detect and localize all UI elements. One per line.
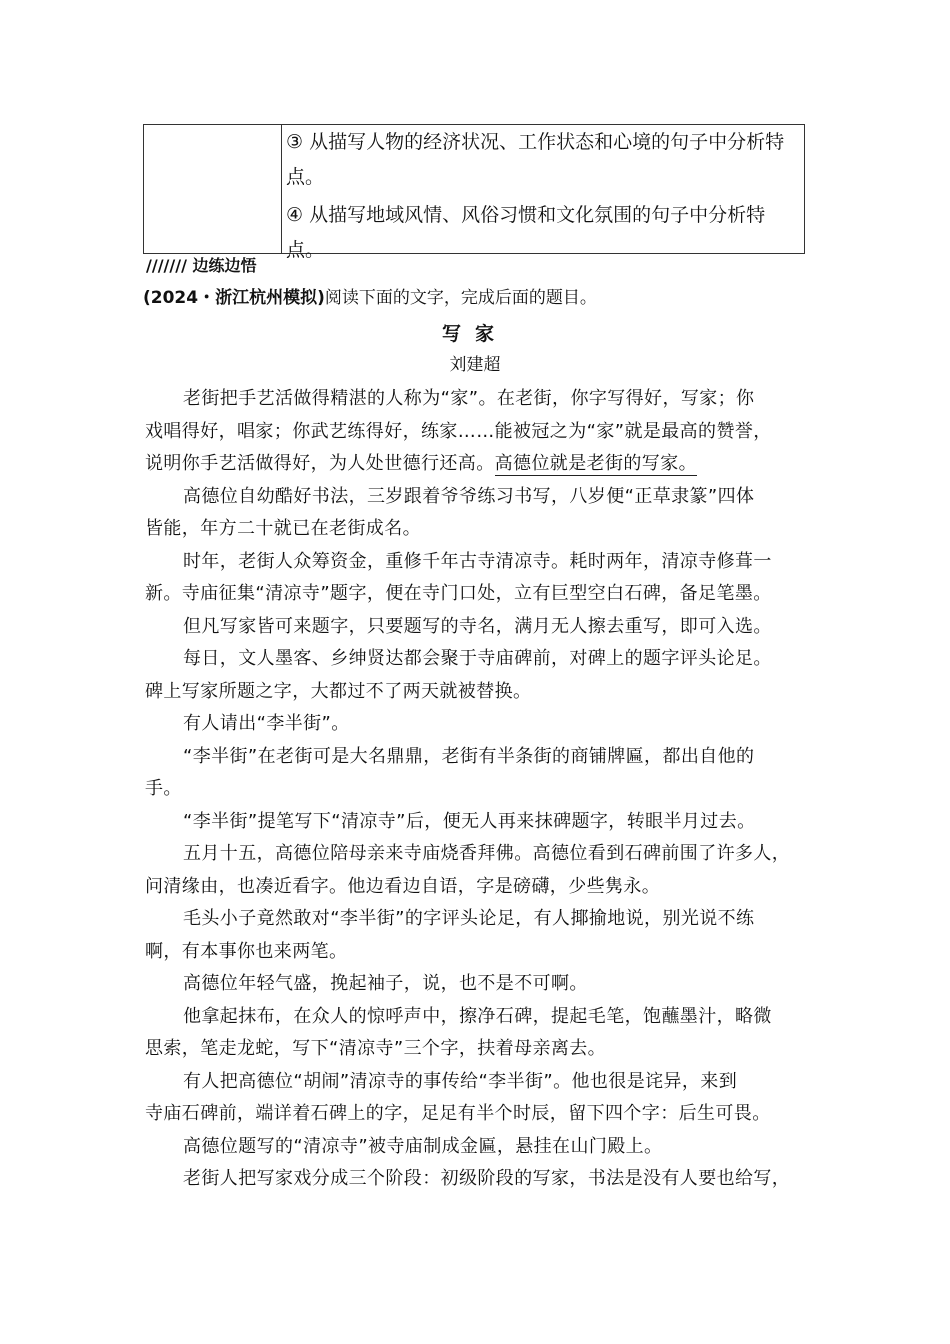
text-line: 但凡写家皆可来题字，只要题写的寺名，满月无人擦去重写，即可入选。 xyxy=(183,615,772,637)
source-instruction: 阅读下面的文字，完成后面的题目。 xyxy=(324,288,597,308)
text-line: 皆能，年方二十就已在老街成名。 xyxy=(145,518,421,539)
table-left-cell xyxy=(144,125,282,253)
text-line: “李半街”提笔写下“清凉寺”后，便无人再来抹碑题字，转眼半月过去。 xyxy=(183,810,756,832)
text-line: 啊，有本事你也来两笔。 xyxy=(145,940,348,962)
article-title: 写家 xyxy=(441,323,508,345)
source-label: (2024・浙江杭州模拟) xyxy=(143,288,325,308)
text-line: 新。寺庙征集“清凉寺”题字，便在寺门口处，立有巨型空白石碑，备足笔墨。 xyxy=(145,583,772,604)
text-line xyxy=(145,448,815,481)
text-line: 高德位题写的“清凉寺”被寺庙制成金匾，悬挂在山门殿上。 xyxy=(183,1135,663,1157)
article-body xyxy=(145,383,815,1196)
text-line: 他拿起抹布，在众人的惊呼声中，擦净石碑，提起毛笔，饱蘸墨汁，略微 xyxy=(183,1005,772,1027)
text-line: “李半街”在老街可是大名鼎鼎，老街有半条街的商铺牌匾，都出自他的 xyxy=(183,745,755,767)
text-line: 高德位自幼酷好书法，三岁跟着爷爷练习书写，八岁便“正草隶篆”四体 xyxy=(183,485,755,507)
text-line: 时年，老街人众筹资金，重修千年古寺清凉寺。耗时两年，清凉寺修葺一 xyxy=(183,550,772,572)
text-line: 碑上写家所题之字，大都过不了两天就被替换。 xyxy=(145,680,532,702)
text-line: 思索，笔走龙蛇，写下“清凉寺”三个字，扶着母亲离去。 xyxy=(145,1038,607,1059)
text-line: 每日，文人墨客、乡绅贤达都会聚于寺庙碑前，对碑上的题字评头论足。 xyxy=(183,648,772,669)
method-table xyxy=(143,124,805,261)
table-right-cell xyxy=(282,125,804,261)
table-line: ③ 从描写人物的经济状况、工作状态和心境的句子中分析特 xyxy=(286,131,785,153)
text-line: 有人把高德位“胡闹”清凉寺的事传给“李半街”。他也很是诧异，来到 xyxy=(183,1070,738,1092)
table-line: ④ 从描写地域风情、风俗习惯和文化氛围的句子中分析特 xyxy=(286,204,766,226)
underlined-sentence: 高德位就是老街的写家。 xyxy=(494,453,698,474)
text-segment: 说明你手艺活做得好，为人处世德行还高。 xyxy=(145,453,495,474)
text-line: 戏唱得好，唱家；你武艺练得好，练家……能被冠之为“家”就是最高的赞誉， xyxy=(145,420,772,442)
table-line: 点。 xyxy=(286,166,325,188)
text-line: 手。 xyxy=(145,778,182,799)
article-author: 刘建超 xyxy=(449,355,501,375)
question-source xyxy=(143,287,597,309)
text-line: 老街人把写家戏分成三个阶段：初级阶段的写家，书法是没有人要也给写， xyxy=(183,1168,791,1189)
section-heading: /////// 边练边悟 xyxy=(146,256,257,275)
text-line: 有人请出“李半街”。 xyxy=(183,713,350,734)
text-line: 寺庙石碑前，端详着石碑上的字，足足有半个时辰，留下四个字：后生可畏。 xyxy=(145,1103,771,1124)
table-line: 点。 xyxy=(286,239,325,261)
text-line: 毛头小子竟然敢对“李半街”的字评头论足，有人揶揄地说，别光说不练 xyxy=(183,908,755,929)
text-line: 高德位年轻气盛，挽起袖子，说，也不是不可啊。 xyxy=(183,973,588,994)
text-line: 问清缘由，也凑近看字。他边看边自语，字是磅礴，少些隽永。 xyxy=(145,875,661,897)
text-line: 老街把手艺活做得精湛的人称为“家”。在老街，你字写得好，写家；你 xyxy=(183,388,755,409)
text-line: 五月十五，高德位陪母亲来寺庙烧香拜佛。高德位看到石碑前围了许多人， xyxy=(183,843,791,864)
